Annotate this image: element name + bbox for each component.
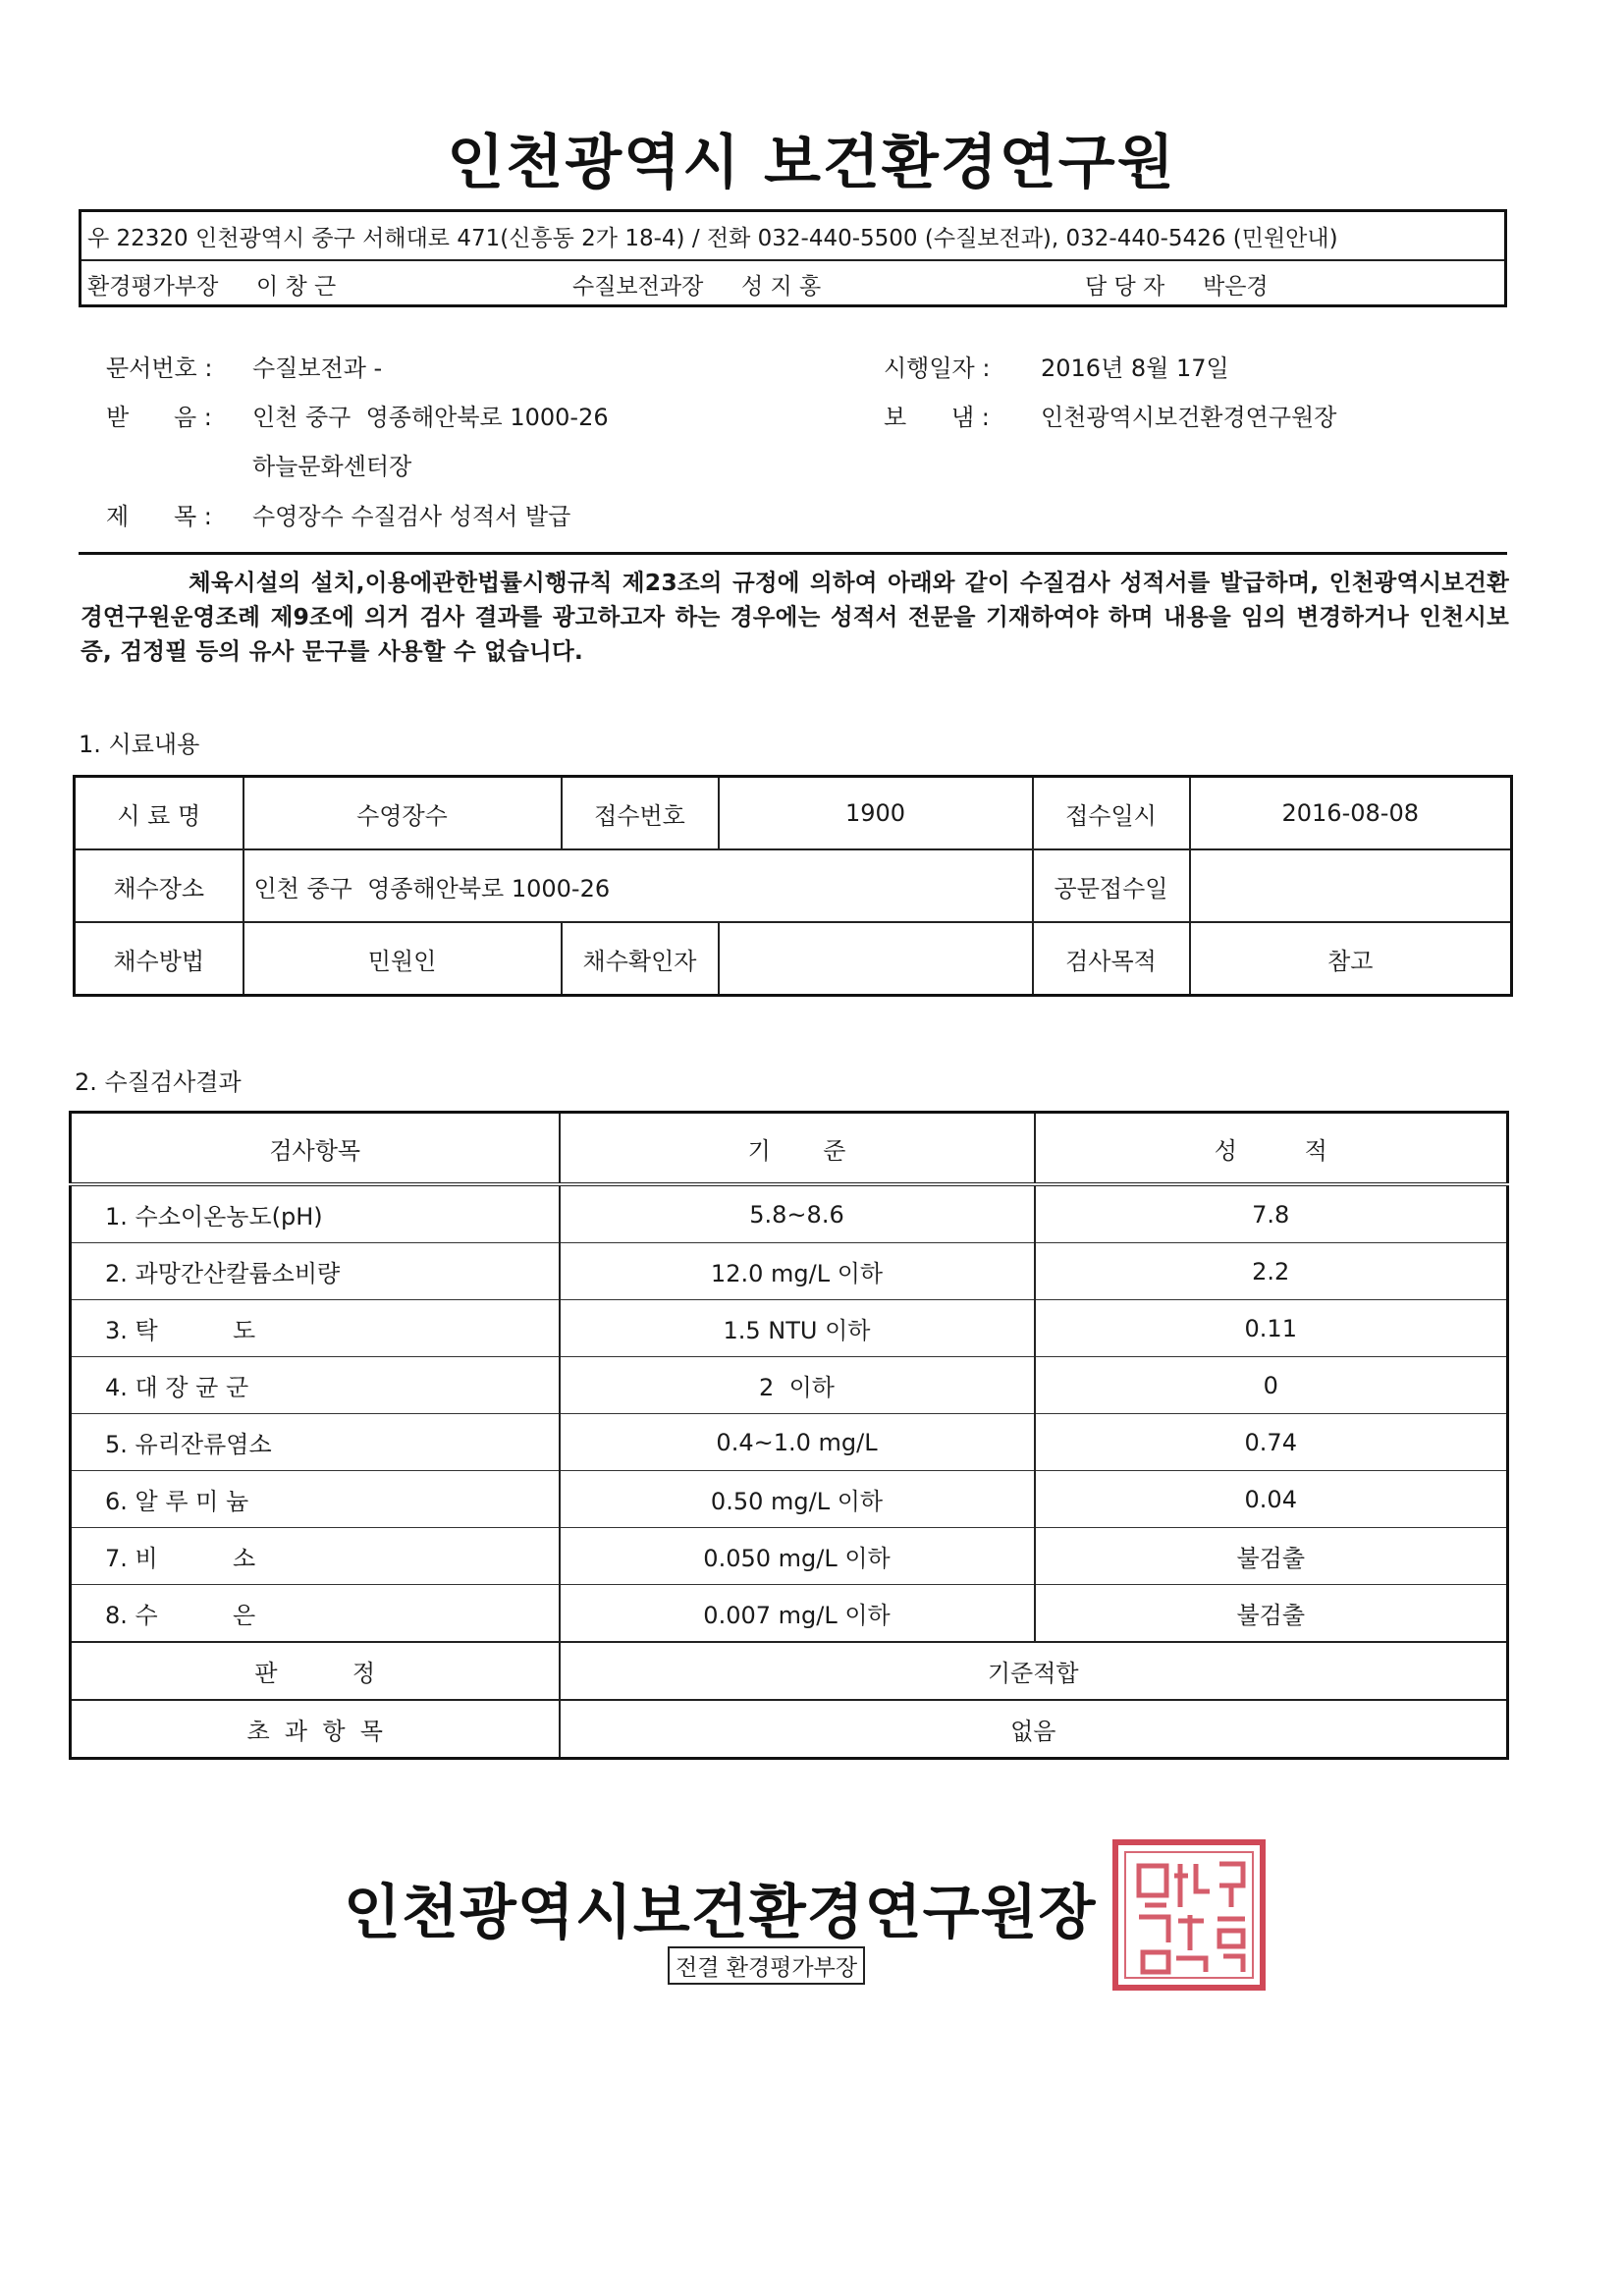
table-row bbox=[71, 1585, 1508, 1643]
dept-head-label: 환경평가부장 bbox=[87, 274, 219, 300]
standard-value: 0.050 mg/L 이하 bbox=[560, 1528, 1035, 1585]
exceed-value: 없음 bbox=[560, 1700, 1508, 1759]
delegation-box: 전결 환경평가부장 bbox=[668, 1946, 865, 1985]
recipient-address: 인천 중구 영종해안북로 1000-26 bbox=[252, 404, 609, 431]
purpose-label: 검사목적 bbox=[1033, 922, 1190, 996]
contact-header-box bbox=[79, 209, 1507, 307]
table-row bbox=[71, 1184, 1508, 1243]
receipt-date-value: 2016-08-08 bbox=[1190, 777, 1512, 850]
result-value: 7.8 bbox=[1035, 1184, 1508, 1243]
results-section-title: 2. 수질검사결과 bbox=[75, 1068, 242, 1096]
notice-paragraph: 체육시설의 설치,이용에관한법률시행규칙 제23조의 규정에 의하여 아래와 같이 수질검사 성적서를 발급하며, 인천광역시보건환경연구원운영조례 제9조에 의거 검사 결과를 광고하고자 하는 경우에는 성적서 전문을 기재하여야 하며 내용을 임의 변경하거나 인천시보증, 검정필 등의 유사 문구를 사용할 수 없습니다. bbox=[81, 569, 1509, 665]
standard-value: 12.0 mg/L 이하 bbox=[560, 1243, 1035, 1300]
test-item: 2. 과망간산칼륨소비량 bbox=[71, 1243, 560, 1300]
standard-value: 5.8~8.6 bbox=[560, 1184, 1035, 1243]
result-value: 2.2 bbox=[1035, 1243, 1508, 1300]
doc-no-value: 수질보전과 - bbox=[252, 355, 383, 382]
recipient-name: 하늘문화센터장 bbox=[252, 453, 412, 480]
exceed-label: 초 과 항 목 bbox=[71, 1700, 560, 1759]
doc-no-label: 문서번호 : bbox=[106, 355, 213, 382]
section-head-name: 성 지 홍 bbox=[741, 274, 822, 300]
result-value: 0.11 bbox=[1035, 1300, 1508, 1357]
location-label: 채수장소 bbox=[75, 849, 243, 922]
result-value: 0.04 bbox=[1035, 1471, 1508, 1528]
issuer-name: 인천광역시보건환경연구원장 bbox=[344, 1879, 1097, 1947]
judgement-label: 판 정 bbox=[71, 1642, 560, 1700]
test-item: 6. 알 루 미 늄 bbox=[71, 1471, 560, 1528]
table-row bbox=[71, 1528, 1508, 1585]
result-value: 0 bbox=[1035, 1357, 1508, 1414]
sample-row bbox=[75, 849, 1512, 922]
section-head-label: 수질보전과장 bbox=[572, 274, 704, 300]
col-result-header: 성 적 bbox=[1035, 1113, 1508, 1185]
test-item: 7. 비 소 bbox=[71, 1528, 560, 1585]
standard-value: 0.50 mg/L 이하 bbox=[560, 1471, 1035, 1528]
table-row bbox=[71, 1357, 1508, 1414]
sender-value: 인천광역시보건환경연구원장 bbox=[1041, 404, 1337, 431]
sample-section-title: 1. 시료내용 bbox=[79, 731, 200, 758]
exceed-row bbox=[71, 1700, 1508, 1759]
col-item-header: 검사항목 bbox=[71, 1113, 560, 1185]
judgement-row bbox=[71, 1642, 1508, 1700]
sample-row bbox=[75, 922, 1512, 996]
staff-label: 담 당 자 bbox=[1085, 274, 1165, 300]
confirmer-label: 채수확인자 bbox=[562, 922, 719, 996]
test-item: 5. 유리잔류염소 bbox=[71, 1414, 560, 1471]
result-value: 불검출 bbox=[1035, 1585, 1508, 1643]
purpose-value: 참고 bbox=[1190, 922, 1512, 996]
header-rule bbox=[79, 552, 1507, 555]
table-row bbox=[71, 1300, 1508, 1357]
col-standard-header: 기 준 bbox=[560, 1113, 1035, 1185]
test-item: 1. 수소이온농도(pH) bbox=[71, 1184, 560, 1243]
method-value: 민원인 bbox=[243, 922, 562, 996]
result-value: 0.74 bbox=[1035, 1414, 1508, 1471]
test-item: 4. 대 장 균 군 bbox=[71, 1357, 560, 1414]
header-divider bbox=[81, 259, 1504, 261]
receipt-no-value: 1900 bbox=[719, 777, 1033, 850]
test-item: 8. 수 은 bbox=[71, 1585, 560, 1643]
sample-name-label: 시 료 명 bbox=[75, 777, 243, 850]
receipt-no-label: 접수번호 bbox=[562, 777, 719, 850]
staff-name: 박은경 bbox=[1203, 274, 1269, 300]
official-seal-icon bbox=[1109, 1836, 1269, 1994]
table-row bbox=[71, 1414, 1508, 1471]
sample-row bbox=[75, 777, 1512, 850]
official-date-value bbox=[1190, 849, 1512, 922]
judgement-value: 기준적합 bbox=[560, 1642, 1508, 1700]
standard-value: 1.5 NTU 이하 bbox=[560, 1300, 1035, 1357]
recipient-label: 받 음 : bbox=[106, 404, 212, 431]
document-title: 인천광역시 보건환경연구원 bbox=[447, 129, 1176, 197]
method-label: 채수방법 bbox=[75, 922, 243, 996]
results-header-row bbox=[71, 1113, 1508, 1185]
subject-label: 제 목 : bbox=[106, 503, 212, 530]
subject-value: 수영장수 수질검사 성적서 발급 bbox=[252, 503, 571, 530]
result-value: 불검출 bbox=[1035, 1528, 1508, 1585]
test-item: 3. 탁 도 bbox=[71, 1300, 560, 1357]
sample-info-table bbox=[73, 775, 1513, 997]
table-row bbox=[71, 1243, 1508, 1300]
standard-value: 0.007 mg/L 이하 bbox=[560, 1585, 1035, 1643]
official-date-label: 공문접수일 bbox=[1033, 849, 1190, 922]
standard-value: 0.4~1.0 mg/L bbox=[560, 1414, 1035, 1471]
date-value: 2016년 8월 17일 bbox=[1041, 355, 1229, 382]
standard-value: 2 이하 bbox=[560, 1357, 1035, 1414]
receipt-date-label: 접수일시 bbox=[1033, 777, 1190, 850]
sample-name-value: 수영장수 bbox=[243, 777, 562, 850]
location-value: 인천 중구 영종해안북로 1000-26 bbox=[243, 849, 1033, 922]
address-line: 우 22320 인천광역시 중구 서해대로 471(신흥동 2가 18-4) / 전화 032-440-5500 (수질보전과), 032-440-5426 (민원안내) bbox=[87, 226, 1338, 251]
confirmer-value bbox=[719, 922, 1033, 996]
dept-head-name: 이 창 근 bbox=[256, 274, 337, 300]
date-label: 시행일자 : bbox=[884, 355, 991, 382]
sender-label: 보 냄 : bbox=[884, 404, 990, 431]
results-table bbox=[69, 1111, 1509, 1760]
table-row bbox=[71, 1471, 1508, 1528]
